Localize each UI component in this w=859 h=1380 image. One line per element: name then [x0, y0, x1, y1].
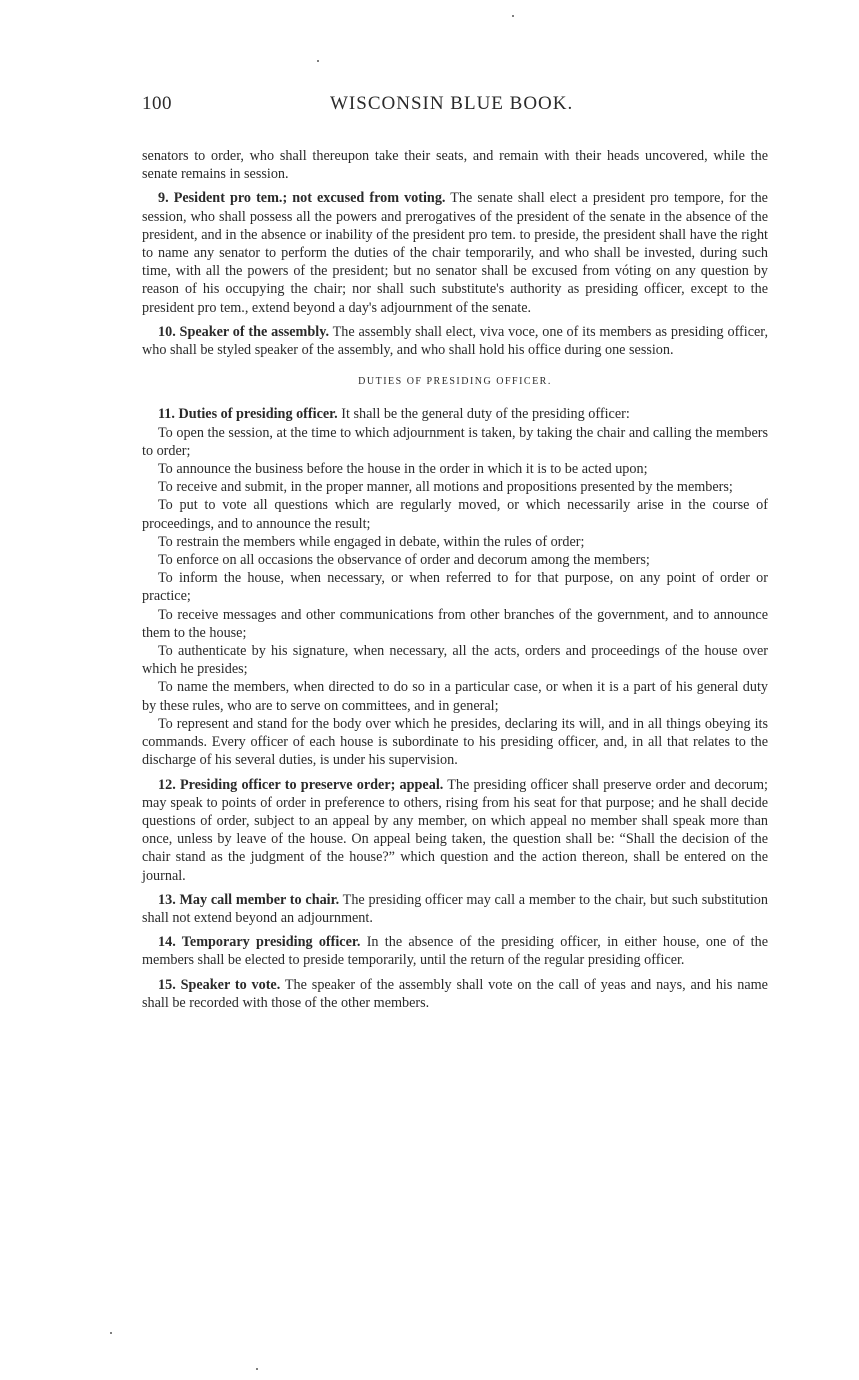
section-text: In the absence of the presiding officer, in either house, one of the members shall be elected to preside temporarily, until the return of the regular presiding officer.	[142, 934, 768, 969]
section-text: The presiding officer shall preserve order and decorum; may speak to points of order in preference to others, rising from his seat for that purpose; and he shall decide questions of order, subject to an appeal by any member, on which appeal no member shall speak more than once, unless by leave of the house. On appeal being taken, the question shall be: “Shall the decision of the chair stand as the judgment of the house?” which question and the action thereon, shall be entered on the journal.	[142, 776, 768, 884]
intro-paragraph: senators to order, who shall thereupon take their seats, and remain with their heads uncovered, while the senate remains in session.	[142, 148, 768, 183]
section-title: 15. Speaker to vote.	[158, 976, 281, 993]
section-text: The presiding officer may call a member to the chair, but such substitution shall not extend beyond an adjournment.	[142, 891, 768, 926]
duty-item: To enforce on all occasions the observance of order and decorum among the members;	[158, 552, 650, 569]
duty-item: To announce the business before the house in the order in which it is to be acted upon;	[158, 461, 648, 478]
print-speck	[256, 1368, 258, 1370]
section-title: 12. Presiding officer to preserve order; appeal.	[158, 776, 444, 793]
section-11	[142, 405, 768, 423]
section-title: 13. May call member to chair.	[158, 891, 340, 908]
duty-item: To inform the house, when necessary, or when referred to for that purpose, on any point of order or practice;	[142, 570, 768, 605]
section-title: 9. Pesident pro tem.; not excused from voting.	[158, 190, 446, 207]
subheading: DUTIES OF PRESIDING OFFICER.	[358, 376, 552, 388]
print-speck	[512, 15, 514, 17]
section-title: 11. Duties of presiding officer.	[158, 406, 338, 423]
print-speck	[317, 60, 319, 62]
duty-item: To authenticate by his signature, when necessary, all the acts, orders and proceedings of the house over which he presides;	[142, 643, 768, 678]
duty-item: To open the session, at the time to which adjournment is taken, by taking the chair and calling the members to order;	[142, 424, 768, 459]
section-text: The assembly shall elect, viva voce, one of its members as presiding officer, who shall be styled speaker of the assembly, and who shall hold his office during one session.	[142, 323, 768, 359]
duty-item: To receive and submit, in the proper manner, all motions and propositions presented by the members;	[158, 479, 733, 496]
section-10	[142, 323, 768, 359]
section-13	[142, 891, 768, 927]
section-9	[142, 189, 768, 316]
section-12	[142, 776, 768, 885]
section-text: The senate shall elect a president pro tempore, for the session, who shall possess all the powers and prerogatives of the president of the senate in the absence of the president, and in the absence or inability of the president pro tem. to preside, the president shall have the right to name any senator to perform the duties of the chair temporarily, and who shall be invested, during such time, with all the powers of the president; but no senator shall be excused from vóting on any question by reason of his occupying the chair; nor shall such substitute's authority as presiding officer, except to the president pro tem., extend beyond a day's adjournment of the senate.	[142, 190, 768, 316]
page-body	[142, 147, 768, 1012]
section-title: 14. Temporary presiding officer.	[158, 934, 361, 951]
duty-item: To put to vote all questions which are regularly moved, or which necessarily arise in the course of proceedings, and to announce the result;	[142, 497, 768, 532]
section-15	[142, 976, 768, 1012]
section-14	[142, 933, 768, 969]
section-text: It shall be the general duty of the presiding officer:	[337, 406, 630, 423]
duty-item: To name the members, when directed to do so in a particular case, or when it is a part of his general duty by these rules, who are to serve on committees, and in general;	[142, 679, 768, 714]
section-title: 10. Speaker of the assembly.	[158, 323, 330, 340]
duty-item: To restrain the members while engaged in debate, within the rules of order;	[158, 533, 585, 550]
running-title: WISCONSIN BLUE BOOK.	[330, 93, 574, 114]
duty-item: To represent and stand for the body over which he presides, declaring its will, and in all things obeying its commands. Every officer of each house is subordinate to his presiding officer, and, in all that relates to the discharge of his several duties, is under his supervision.	[142, 715, 768, 769]
section-text: The speaker of the assembly shall vote on the call of yeas and nays, and his name shall be recorded with those of the other members.	[142, 976, 768, 1011]
page-header	[142, 93, 772, 117]
duty-item: To receive messages and other communications from other branches of the government, and to announce them to the house;	[142, 606, 768, 641]
page-number: 100	[142, 93, 172, 114]
print-speck	[110, 1332, 112, 1334]
